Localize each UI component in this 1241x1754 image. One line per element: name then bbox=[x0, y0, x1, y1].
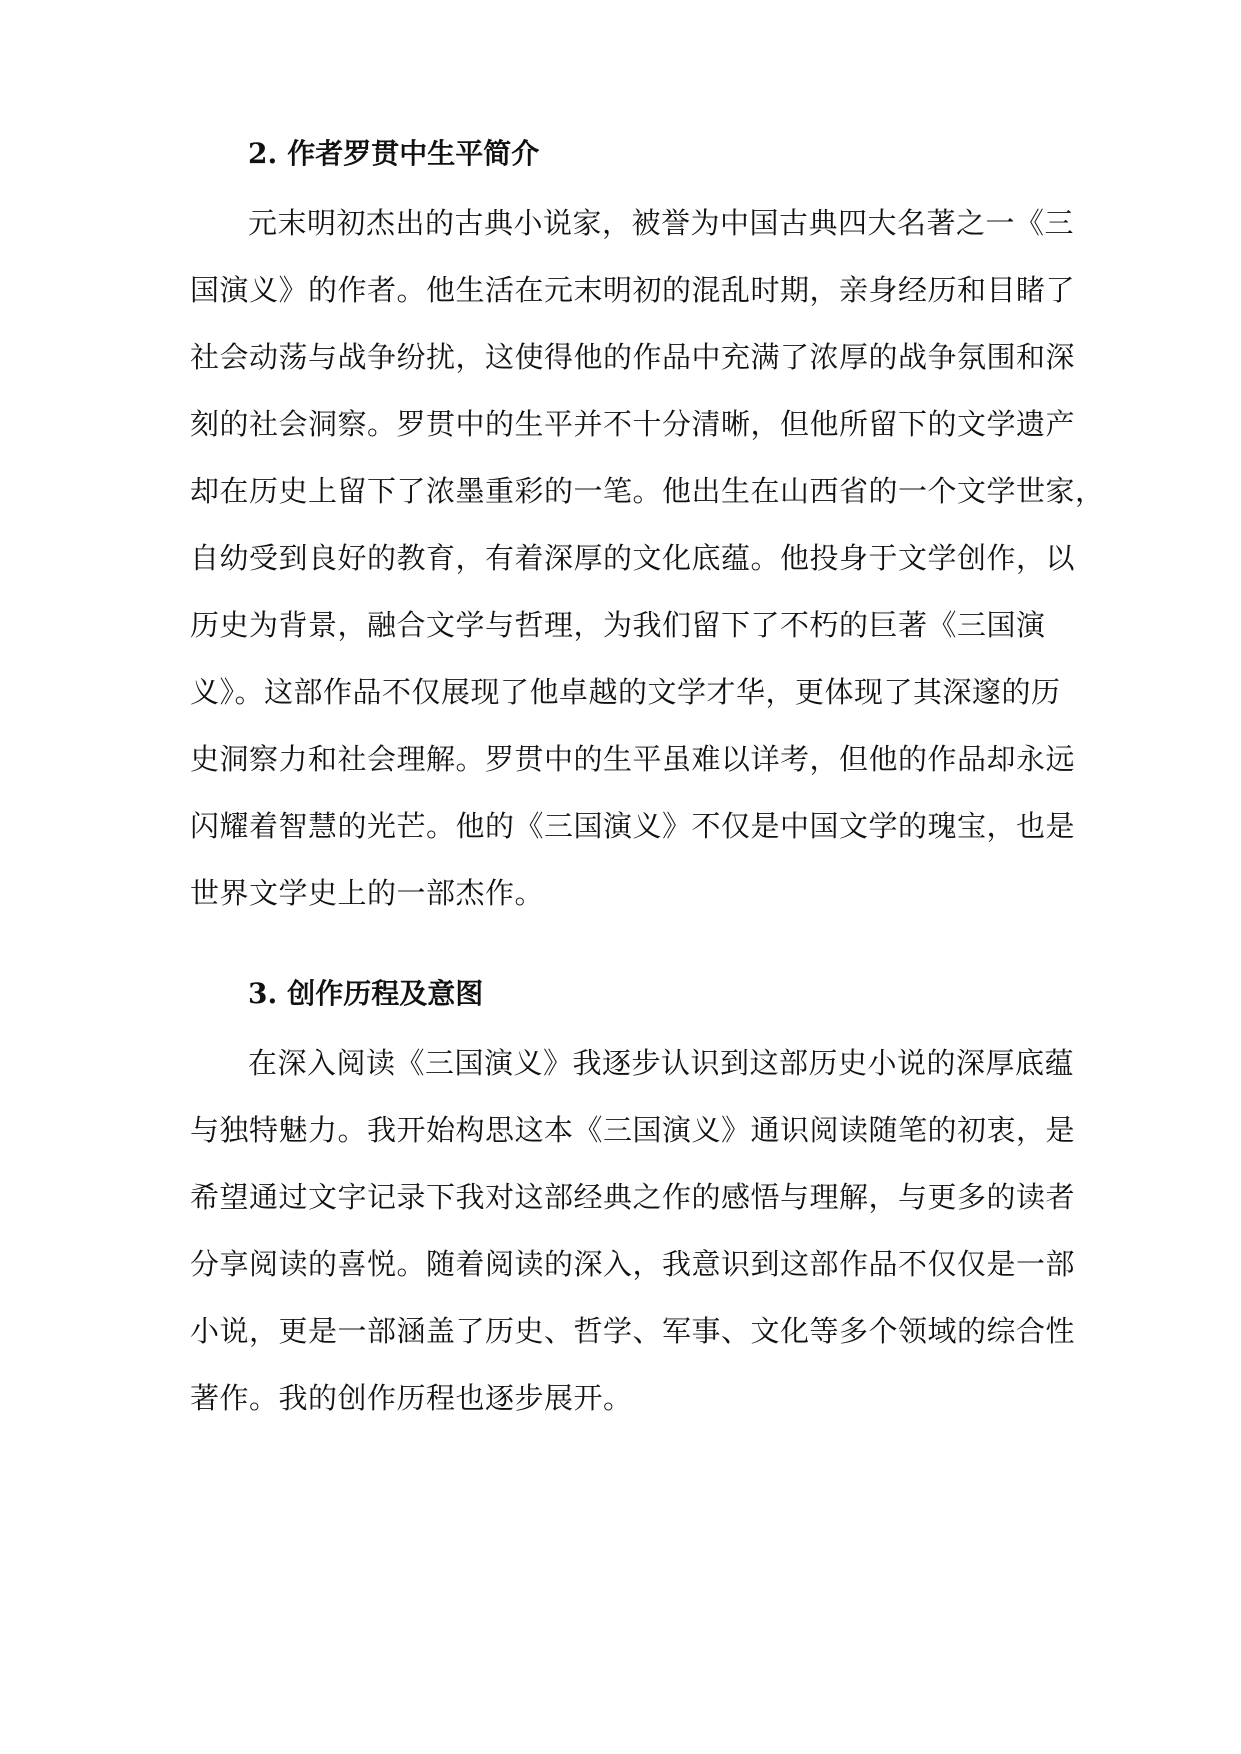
section-3-line: 小说，更是一部涵盖了历史、哲学、军事、文化等多个领域的综合性 bbox=[190, 1314, 1076, 1348]
section-2-line: 世界文学史上的一部杰作。 bbox=[190, 876, 545, 910]
section-2-line: 却在历史上留下了浓墨重彩的一笔。他出生在山西省的一个文学世家， bbox=[190, 474, 1105, 508]
section-2-line: 刻的社会洞察。罗贯中的生平并不十分清晰，但他所留下的文学遗产 bbox=[190, 407, 1076, 441]
section-2-line: 国演义》的作者。他生活在元末明初的混乱时期，亲身经历和目睹了 bbox=[190, 273, 1076, 307]
section-2-heading bbox=[248, 134, 539, 174]
section-2-title: 作者罗贯中生平简介 bbox=[287, 137, 540, 170]
section-2-line: 义》。这部作品不仅展现了他卓越的文学才华，更体现了其深邃的历 bbox=[190, 675, 1061, 709]
section-2-line: 历史为背景，融合文学与哲理，为我们留下了不朽的巨著《三国演 bbox=[190, 608, 1046, 642]
section-2-line: 史洞察力和社会理解。罗贯中的生平虽难以详考，但他的作品却永远 bbox=[190, 742, 1076, 776]
section-3-heading bbox=[248, 974, 483, 1014]
section-3-title: 创作历程及意图 bbox=[287, 977, 484, 1010]
section-2-line: 闪耀着智慧的光芒。他的《三国演义》不仅是中国文学的瑰宝，也是 bbox=[190, 809, 1076, 843]
section-3-line: 与独特魅力。我开始构思这本《三国演义》通识阅读随笔的初衷，是 bbox=[190, 1113, 1076, 1147]
section-3-line: 在深入阅读《三国演义》我逐步认识到这部历史小说的深厚底蕴 bbox=[248, 1046, 1075, 1080]
section-2-line: 社会动荡与战争纷扰，这使得他的作品中充满了浓厚的战争氛围和深 bbox=[190, 340, 1076, 374]
section-3-line: 分享阅读的喜悦。随着阅读的深入，我意识到这部作品不仅仅是一部 bbox=[190, 1247, 1076, 1281]
section-3-line: 希望通过文字记录下我对这部经典之作的感悟与理解，与更多的读者 bbox=[190, 1180, 1076, 1214]
section-3-line: 著作。我的创作历程也逐步展开。 bbox=[190, 1381, 633, 1415]
section-2-number: 2. bbox=[248, 137, 278, 170]
section-3-number: 3. bbox=[248, 977, 278, 1010]
section-2-line: 元末明初杰出的古典小说家，被誉为中国古典四大名著之一《三 bbox=[248, 206, 1075, 240]
section-2-line: 自幼受到良好的教育，有着深厚的文化底蕴。他投身于文学创作，以 bbox=[190, 541, 1076, 575]
